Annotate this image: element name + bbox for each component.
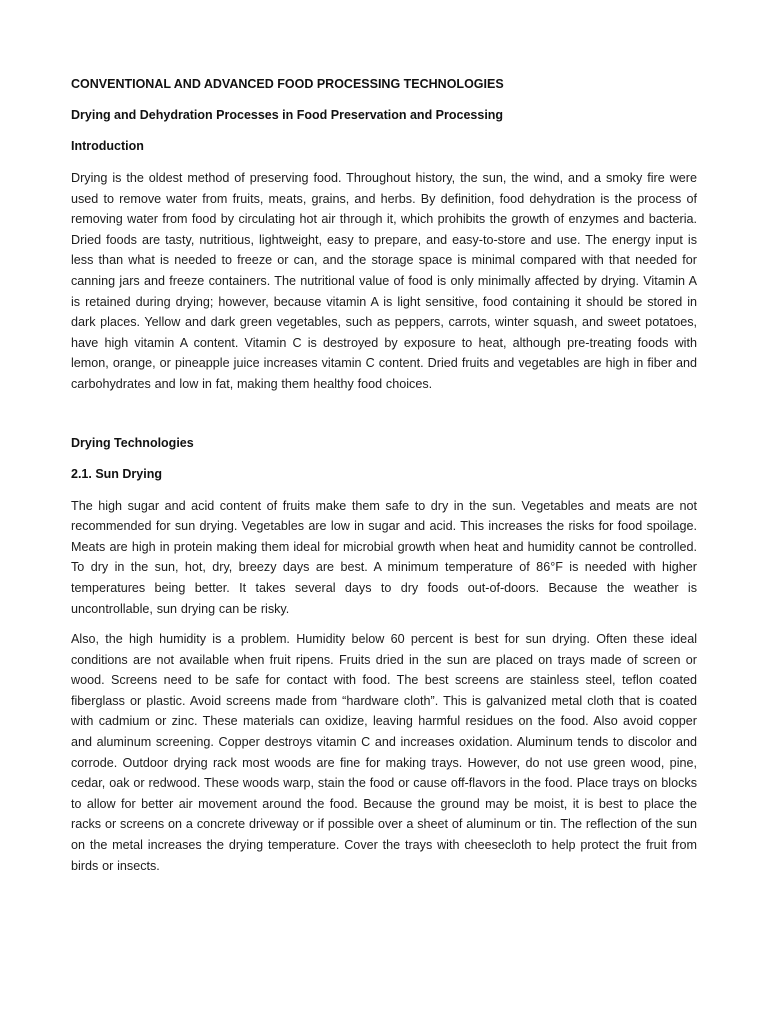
section-spacer <box>71 405 697 434</box>
document-subtitle: Drying and Dehydration Processes in Food Preservation and Processing <box>71 108 504 122</box>
sun-drying-paragraph-2: Also, the high humidity is a problem. Humidity below 60 percent is best for sun drying. Often these ideal conditions are not available when fruit ripens. Fruits dried in the sun are placed on trays made of screen or wood. Screens need to be safe for contact with food. The best screens are stainless steel, teflon coated fiberglass or plastic. Avoid screens made from “hardware cloth”. This is galvanized metal cloth that is coated with cadmium or zinc. These materials can oxidize, leaving harmful residues on the food. Also avoid copper and aluminum screening. Copper destroys vitamin C and increases oxidation. Aluminum tends to discolor and corrode. Outdoor drying rack most woods are fine for making trays. However, do not use green wood, pine, cedar, oak or redwood. These woods warp, stain the food or cause off-flavors in the food. Place trays on blocks to allow for better air movement around the food. Because the ground may be moist, it is best to place the racks or screens on a concrete driveway or if possible over a sheet of aluminum or tin. The reflection of the sun on the metal increases the drying temperature. Cover the trays with cheesecloth to help protect the fruit from birds or insects. <box>71 632 697 873</box>
document-body <box>71 75 697 886</box>
intro-paragraph: Drying is the oldest method of preserving food. Throughout history, the sun, the wind, and a smoky fire were used to remove water from fruits, meats, grains, and herbs. By definition, food dehydration is the process of removing water from food by circulating hot air through it, which prohibits the growth of enzymes and bacteria. Dried foods are tasty, nutritious, lightweight, easy to prepare, and easy-to-store and use. The energy input is less than what is needed to freeze or can, and the storage space is minimal compared with that needed for canning jars and freeze containers. The nutritional value of food is only minimally affected by drying. Vitamin A is retained during drying; however, because vitamin A is light sensitive, food containing it should be stored in dark places. Yellow and dark green vegetables, such as peppers, carrots, winter squash, and sweet potatoes, have high vitamin A content. Vitamin C is destroyed by exposure to heat, although pre-treating foods with lemon, orange, or pineapple juice increases vitamin C content. Dried fruits and vegetables are high in fiber and carbohydrates and low in fat, making them healthy food choices. <box>71 171 697 391</box>
section-heading-drying-technologies: Drying Technologies <box>71 435 194 450</box>
subsection-heading-sun-drying: 2.1. Sun Drying <box>71 466 162 481</box>
main-title: CONVENTIONAL AND ADVANCED FOOD PROCESSING TECHNOLOGIES <box>71 77 504 91</box>
intro-heading: Introduction <box>71 139 144 153</box>
sun-drying-paragraph-1: The high sugar and acid content of fruits make them safe to dry in the sun. Vegetables and meats are not recommended for sun drying. Vegetables are low in sugar and acid. This increases the risks for food spoilage. Meats are high in protein making them ideal for microbial growth when heat and humidity cannot be controlled. To dry in the sun, hot, dry, breezy days are best. A minimum temperature of 86°F is needed with higher temperatures being better. It takes several days to dry foods out-of-doors. Because the weather is uncontrollable, sun drying can be risky. <box>71 498 697 616</box>
